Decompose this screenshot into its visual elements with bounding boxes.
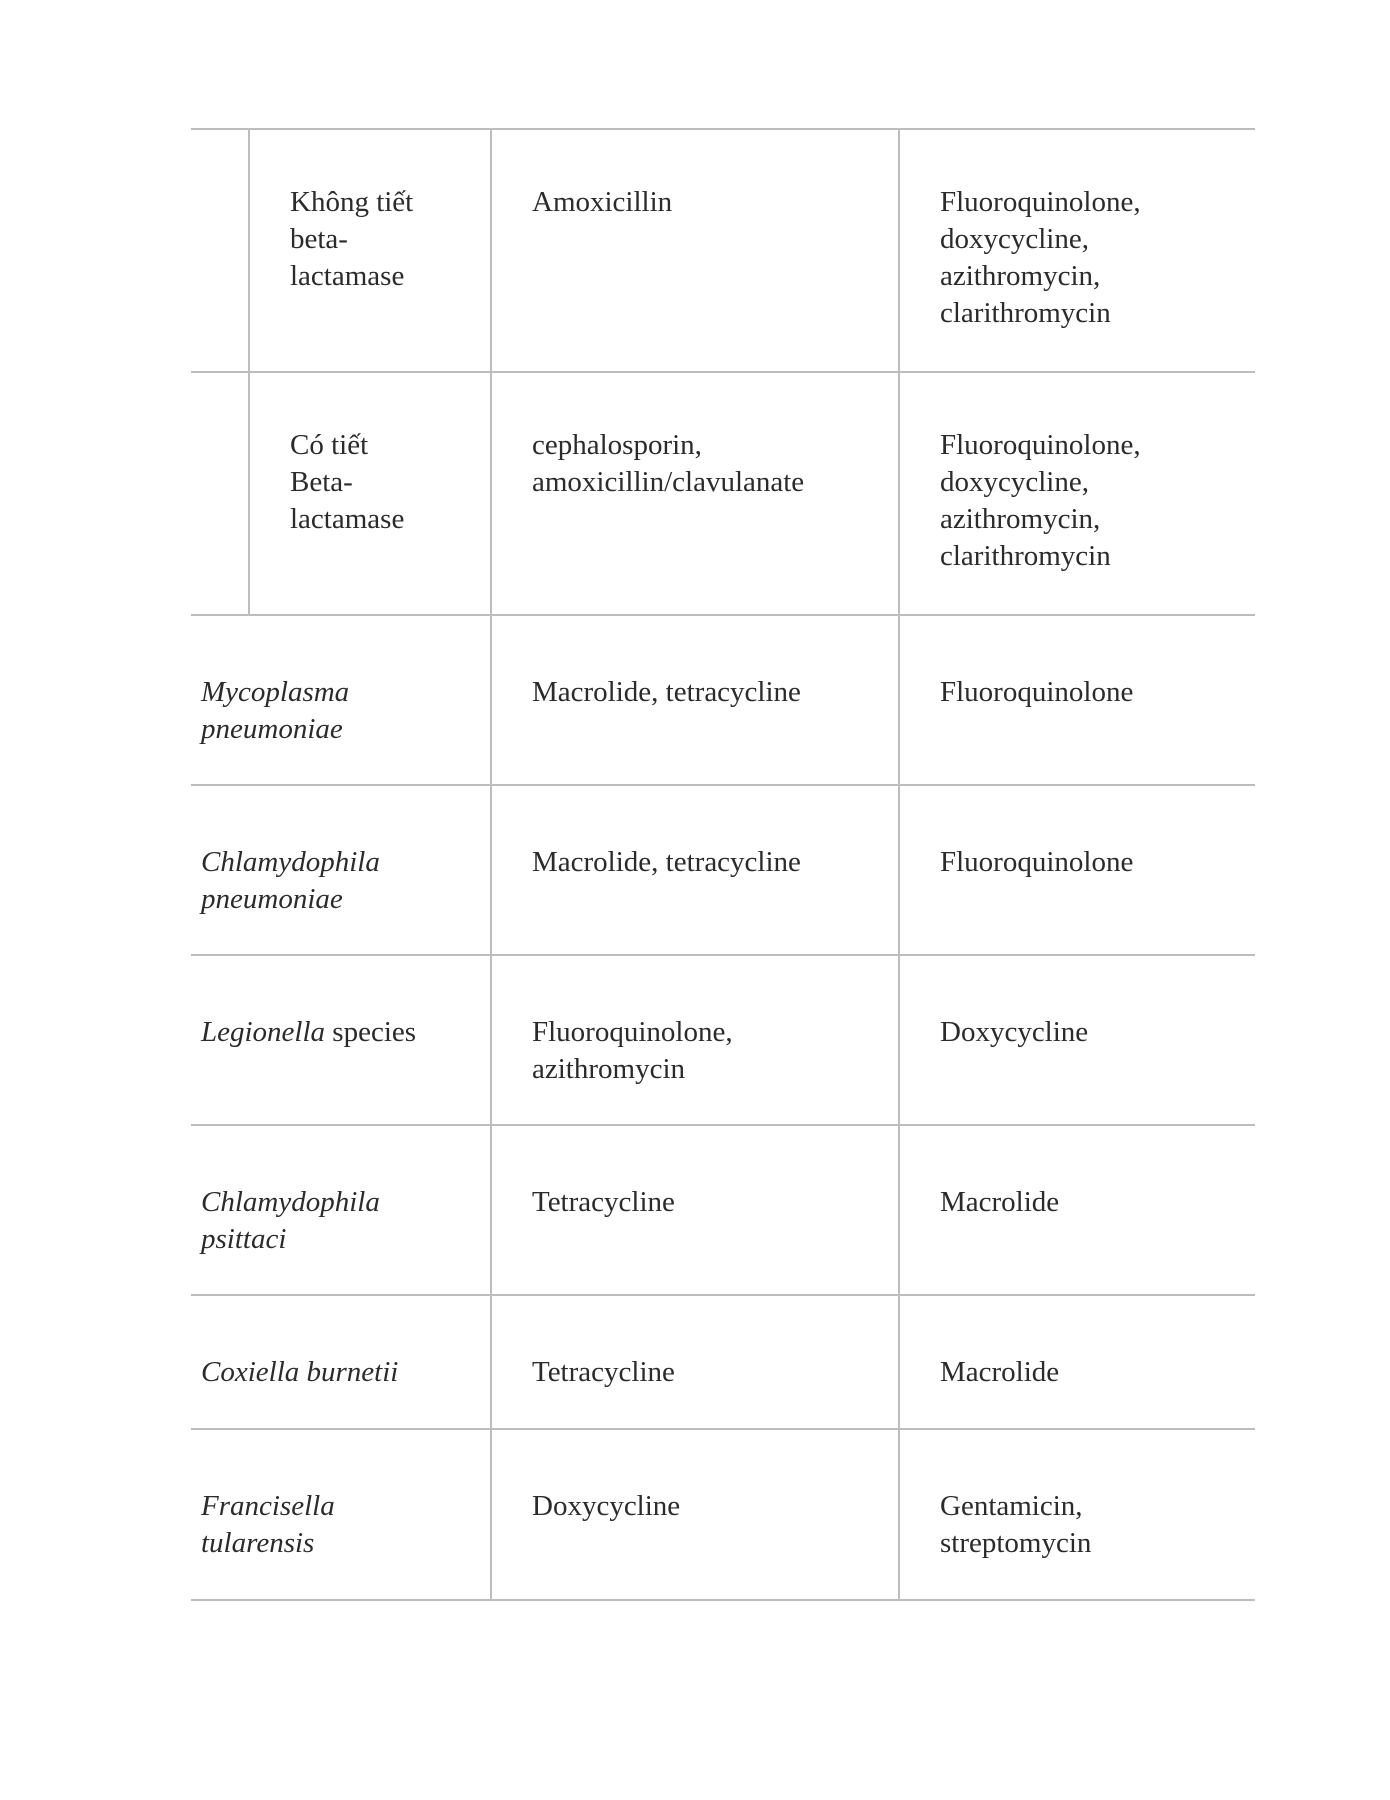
organism-cell bbox=[191, 785, 491, 955]
alternative-line: Macrolide bbox=[940, 1186, 1060, 1218]
alternative-cell bbox=[899, 955, 1255, 1125]
alternative-cell bbox=[899, 129, 1255, 372]
alternative-cell bbox=[899, 615, 1255, 785]
alternative-line: doxycycline, bbox=[940, 223, 1089, 255]
preferred-cell bbox=[491, 785, 899, 955]
organism-cell bbox=[191, 1125, 491, 1295]
preferred-cell bbox=[491, 372, 899, 615]
alternative-line: Gentamicin, bbox=[940, 1490, 1083, 1522]
subgroup-cell bbox=[249, 129, 491, 372]
indent-gutter-cell bbox=[191, 372, 249, 615]
subgroup-line: lactamase bbox=[290, 260, 405, 292]
organism-genus: Legionella bbox=[201, 1016, 326, 1048]
table-row bbox=[191, 1125, 1255, 1295]
subgroup-line: lactamase bbox=[290, 503, 405, 535]
preferred-line: Tetracycline bbox=[532, 1186, 675, 1218]
alternative-line: Fluoroquinolone, bbox=[940, 429, 1141, 461]
preferred-cell bbox=[491, 1125, 899, 1295]
organism-line: Mycoplasma bbox=[201, 676, 350, 708]
subgroup-line: Có tiết bbox=[290, 429, 369, 461]
table-row bbox=[191, 955, 1255, 1125]
organism-line: psittaci bbox=[201, 1223, 287, 1255]
preferred-line: Tetracycline bbox=[532, 1356, 675, 1388]
organism-suffix: species bbox=[325, 1016, 417, 1048]
table-row bbox=[191, 615, 1255, 785]
organism-line: Coxiella burnetii bbox=[201, 1356, 399, 1388]
alternative-line: Fluoroquinolone bbox=[940, 846, 1134, 878]
organism-cell bbox=[191, 1429, 491, 1600]
alternative-cell bbox=[899, 372, 1255, 615]
antibiotic-table bbox=[191, 128, 1255, 1601]
subgroup-line: Beta- bbox=[290, 466, 353, 498]
organism-line: Chlamydophila bbox=[201, 846, 380, 878]
organism-line: pneumoniae bbox=[201, 713, 343, 745]
preferred-line: Macrolide, tetracycline bbox=[532, 846, 801, 878]
organism-cell bbox=[191, 955, 491, 1125]
organism-line: pneumoniae bbox=[201, 883, 343, 915]
subgroup-line: Không tiết bbox=[290, 186, 414, 218]
alternative-line: clarithromycin bbox=[940, 540, 1111, 572]
alternative-line: streptomycin bbox=[940, 1527, 1092, 1559]
table-row bbox=[191, 1295, 1255, 1429]
subgroup-line: beta- bbox=[290, 223, 348, 255]
alternative-line: Fluoroquinolone bbox=[940, 676, 1134, 708]
alternative-line: Macrolide bbox=[940, 1356, 1060, 1388]
subgroup-cell bbox=[249, 372, 491, 615]
alternative-cell bbox=[899, 1429, 1255, 1600]
alternative-line: Doxycycline bbox=[940, 1016, 1089, 1048]
preferred-line: Fluoroquinolone, bbox=[532, 1016, 733, 1048]
alternative-cell bbox=[899, 785, 1255, 955]
preferred-line: Doxycycline bbox=[532, 1490, 681, 1522]
preferred-line: azithromycin bbox=[532, 1053, 686, 1085]
organism-line: tularensis bbox=[201, 1527, 315, 1559]
alternative-line: azithromycin, bbox=[940, 503, 1101, 535]
preferred-line: amoxicillin/clavulanate bbox=[532, 466, 805, 498]
alternative-line: azithromycin, bbox=[940, 260, 1101, 292]
preferred-cell bbox=[491, 955, 899, 1125]
preferred-line: Amoxicillin bbox=[532, 186, 673, 218]
table-row bbox=[191, 372, 1255, 615]
organism-line: Chlamydophila bbox=[201, 1186, 380, 1218]
alternative-line: doxycycline, bbox=[940, 466, 1089, 498]
alternative-cell bbox=[899, 1295, 1255, 1429]
alternative-line: clarithromycin bbox=[940, 297, 1111, 329]
preferred-line: cephalosporin, bbox=[532, 429, 702, 461]
preferred-cell bbox=[491, 129, 899, 372]
table-row bbox=[191, 1429, 1255, 1600]
table-row bbox=[191, 129, 1255, 372]
organism-cell bbox=[191, 615, 491, 785]
preferred-line: Macrolide, tetracycline bbox=[532, 676, 801, 708]
alternative-cell bbox=[899, 1125, 1255, 1295]
table-row bbox=[191, 785, 1255, 955]
preferred-cell bbox=[491, 1429, 899, 1600]
preferred-cell bbox=[491, 1295, 899, 1429]
organism-cell bbox=[191, 1295, 491, 1429]
indent-gutter-cell bbox=[191, 129, 249, 372]
organism-line: Francisella bbox=[201, 1490, 335, 1522]
preferred-cell bbox=[491, 615, 899, 785]
alternative-line: Fluoroquinolone, bbox=[940, 186, 1141, 218]
